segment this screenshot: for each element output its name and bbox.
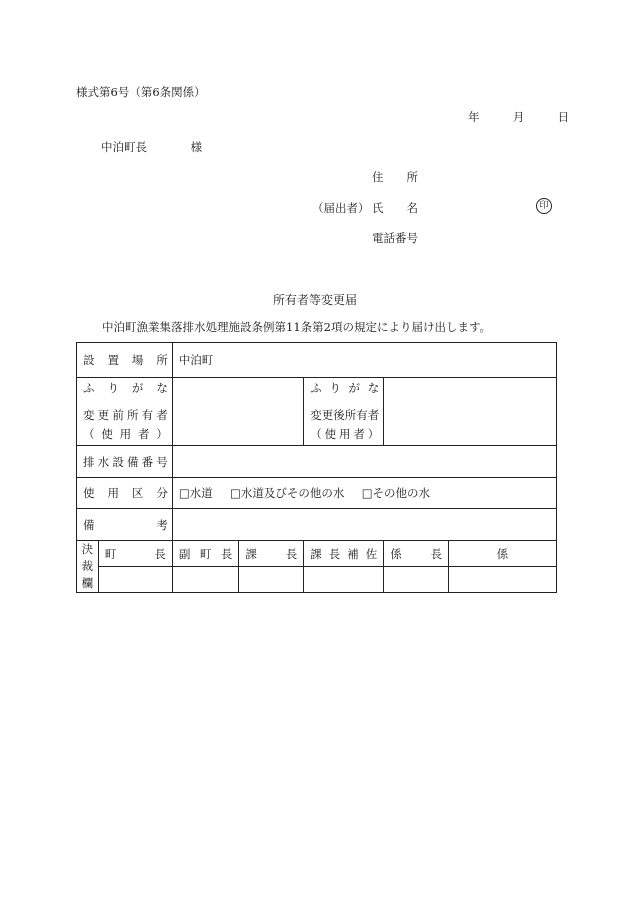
usage-option-water[interactable]: □水道	[178, 486, 213, 500]
next-owner-value[interactable]	[384, 378, 557, 446]
document-title: 所有者等変更届	[272, 293, 357, 307]
approval-role-section-chief: 課 長	[239, 541, 304, 567]
remarks-label-cell	[77, 509, 173, 541]
prev-furigana-label: ふ り が な	[83, 381, 168, 395]
approval-stamp-row	[77, 567, 557, 593]
stamp-section-chief[interactable]	[239, 567, 304, 593]
location-value[interactable]: 中泊町	[172, 343, 556, 378]
applicant-prefix: （届出者）	[312, 201, 370, 215]
date-year: 年	[468, 110, 480, 124]
seal-mark: 印	[536, 198, 552, 214]
prev-owner-label: 変 更 前 所 有 者	[83, 408, 168, 422]
usage-option-other[interactable]: □その他の水	[361, 486, 431, 500]
approval-role-mayor: 町 長	[98, 541, 172, 567]
address-label: 住 所	[372, 170, 418, 184]
approval-role-unit-chief: 係 長	[384, 541, 449, 567]
location-row	[77, 343, 557, 378]
usage-label-cell	[77, 478, 173, 509]
main-form-table	[76, 342, 557, 593]
prev-owner-label-cell	[77, 378, 173, 446]
drain-row	[77, 446, 557, 478]
approval-role-staff: 係	[449, 541, 557, 567]
phone-label: 電話番号	[372, 231, 418, 245]
usage-row	[77, 478, 557, 509]
date-day: 日	[557, 110, 570, 124]
next-owner-label-cell	[304, 378, 384, 446]
recipient-name: 中泊町長	[101, 140, 147, 154]
usage-options	[172, 478, 556, 509]
next-owner-label: 変 更 後 所 有 者	[310, 408, 380, 422]
approval-role-deputy-mayor: 副 町 長	[172, 541, 239, 567]
remarks-label: 備 考	[83, 517, 168, 532]
stamp-unit-chief[interactable]	[384, 567, 449, 593]
drain-value[interactable]	[172, 446, 556, 478]
location-label: 設 置 場 所	[83, 353, 168, 367]
remarks-value[interactable]	[172, 509, 556, 541]
next-furigana-label: ふ り が な	[310, 381, 380, 395]
approval-label: 決 裁 欄	[77, 541, 99, 593]
location-label-cell	[77, 343, 173, 378]
stamp-staff[interactable]	[449, 567, 557, 593]
approval-head-row	[77, 541, 557, 567]
usage-label: 使 用 区 分	[83, 486, 168, 500]
recipient	[101, 139, 202, 155]
stamp-deputy-mayor[interactable]	[172, 567, 239, 593]
usage-option-water-and-other[interactable]: □水道及びその他の水	[230, 486, 345, 500]
date-month: 月	[512, 110, 525, 124]
prev-owner-value[interactable]	[172, 378, 303, 446]
prev-user-label: （ 使 用 者 ）	[83, 427, 168, 441]
owner-row	[77, 378, 557, 446]
stamp-mayor[interactable]	[98, 567, 172, 593]
next-user-label: （ 使 用 者 ）	[310, 427, 380, 441]
name-label: 氏 名	[372, 201, 418, 215]
form-number: 様式第6号（第6条関係）	[76, 85, 206, 99]
approval-role-assistant-chief: 課 長 補 佐	[304, 541, 384, 567]
statement: 中泊町漁業集落排水処理施設条例第11条第2項の規定により届け出します。	[102, 320, 492, 334]
drain-label: 排 水 設 備 番 号	[83, 454, 168, 469]
honorific: 様	[190, 140, 203, 154]
date-line	[468, 109, 569, 125]
drain-label-cell	[77, 446, 173, 478]
remarks-row	[77, 509, 557, 541]
stamp-assistant-chief[interactable]	[304, 567, 384, 593]
